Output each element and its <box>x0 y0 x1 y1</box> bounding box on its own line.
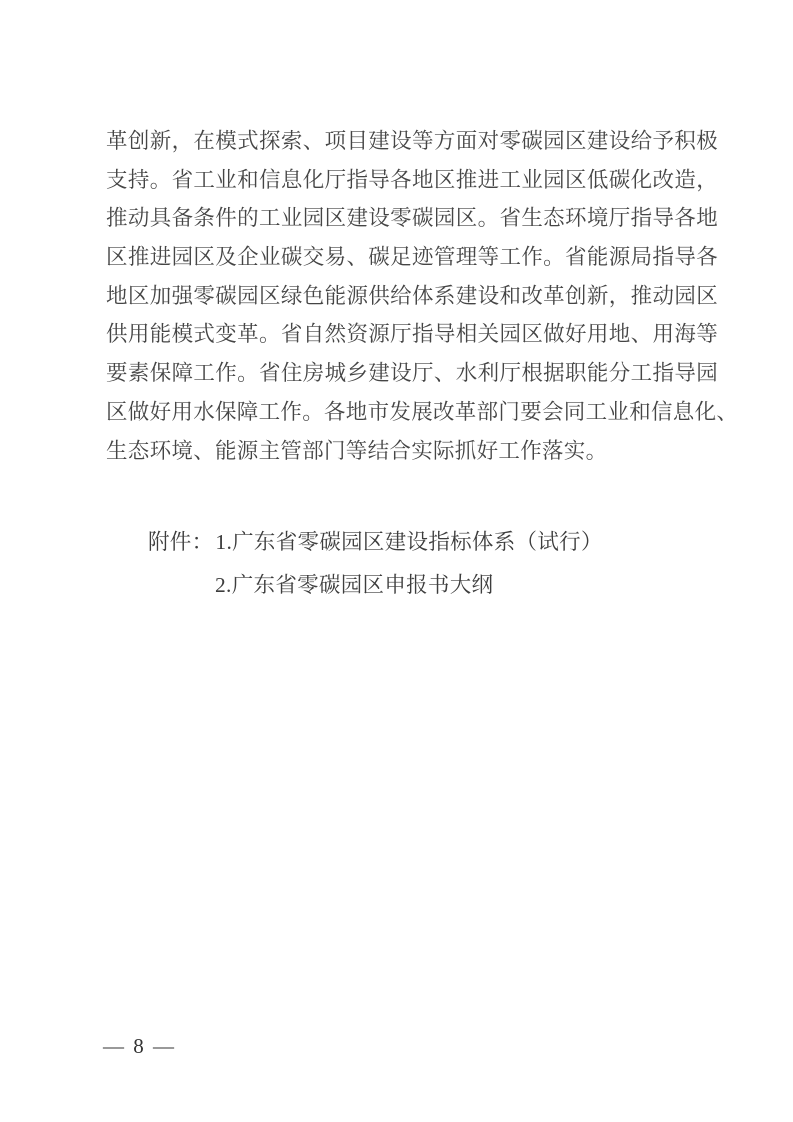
attachment-section <box>148 521 603 607</box>
body-line: 推动具备条件的工业园区建设零碳园区。省生态环境厅指导各地 <box>106 206 718 231</box>
body-line: 革创新，在模式探索、项目建设等方面对零碳园区建设给予积极 <box>106 129 718 153</box>
body-line: 区做好用水保障工作。各地市发展改革部门要会同工业和信息化、 <box>106 399 739 424</box>
body-line: 要素保障工作。省住房城乡建设厅、水利厅根据职能分工指导园 <box>106 361 718 386</box>
body-line: 支持。省工业和信息化厅指导各地区推进工业园区低碳化改造， <box>106 167 718 192</box>
attachment-row <box>148 564 603 607</box>
page-number: — 8 — <box>103 1034 176 1058</box>
body-line: 供用能模式变革。省自然资源厅指导相关园区做好用地、用海等 <box>106 322 718 347</box>
attachment-item: 2.广东省零碳园区申报书大纲 <box>215 573 494 597</box>
attachment-label: 附件： <box>148 530 214 554</box>
attachment-item: 1.广东省零碳园区建设指标体系（试行） <box>215 530 603 554</box>
body-line: 生态环境、能源主管部门等结合实际抓好工作落实。 <box>106 438 608 463</box>
attachment-row <box>148 521 603 564</box>
body-line: 地区加强零碳园区绿色能源供给体系建设和改革创新，推动园区 <box>106 283 718 308</box>
body-line: 区推进园区及企业碳交易、碳足迹管理等工作。省能源局指导各 <box>106 245 718 270</box>
body-paragraph <box>106 122 739 470</box>
